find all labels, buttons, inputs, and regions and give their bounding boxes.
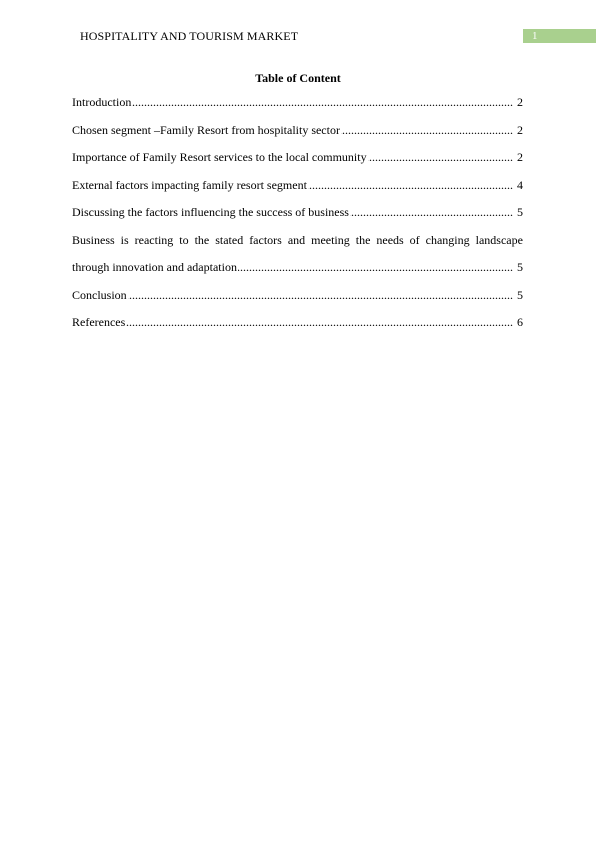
toc-entry-label: Discussing the factors influencing the success of business	[72, 205, 349, 219]
toc-word: is	[120, 233, 129, 247]
toc-word: landscape	[475, 233, 523, 247]
toc-entry-label: Chosen segment –Family Resort from hospitality sector	[72, 123, 340, 137]
leader-dots	[72, 95, 513, 109]
toc-entry-page: 5	[517, 205, 523, 219]
toc-entry-page: 2	[517, 150, 523, 164]
toc-word: the	[355, 233, 371, 247]
toc-entry-page: 6	[517, 315, 523, 329]
toc-entry-label: Conclusion	[72, 288, 127, 302]
toc-entry-business-reacting-line1[interactable]	[72, 233, 523, 247]
toc-entry-page: 4	[517, 178, 523, 192]
toc-word: Business	[72, 233, 115, 247]
toc-entry-label: Introduction	[72, 95, 132, 109]
leader-dots	[72, 288, 513, 302]
toc-title: Table of Content	[255, 71, 341, 85]
toc-entry-references[interactable]	[72, 315, 523, 329]
toc-entry-conclusion[interactable]	[72, 288, 523, 302]
page-header	[0, 29, 596, 43]
toc-word: factors	[249, 233, 282, 247]
toc-entry-page: 2	[517, 95, 523, 109]
header-title: HOSPITALITY AND TOURISM MARKET	[80, 29, 299, 43]
toc-entry-external-factors[interactable]	[72, 178, 523, 192]
toc-entry-page: 5	[517, 288, 523, 302]
toc-word: to	[179, 233, 189, 247]
toc-entry-chosen-segment[interactable]	[72, 123, 523, 137]
toc-word: needs	[376, 233, 404, 247]
toc-entry-introduction[interactable]	[72, 95, 523, 109]
toc-entry-label: through innovation and adaptation	[72, 260, 237, 274]
leader-dots	[72, 315, 513, 329]
toc-word: of	[409, 233, 420, 247]
toc-word: meeting	[311, 233, 350, 247]
toc-entry-page: 5	[517, 260, 523, 274]
toc-entry-label: External factors impacting family resort segment	[72, 178, 307, 192]
toc-word: and	[287, 233, 306, 247]
toc-entry-page: 2	[517, 123, 523, 137]
toc-entry-business-reacting-line2[interactable]	[72, 260, 523, 274]
toc-word: stated	[215, 233, 244, 247]
page-number-badge: 1	[523, 29, 596, 43]
toc-entry-discussing-factors[interactable]	[72, 205, 523, 219]
toc-word: changing	[425, 233, 470, 247]
toc-entry-label	[72, 233, 523, 247]
toc-entry-importance[interactable]	[72, 150, 523, 164]
toc-entry-label: Importance of Family Resort services to the local community	[72, 150, 367, 164]
toc-entry-label: References	[72, 315, 126, 329]
toc-word: reacting	[134, 233, 174, 247]
toc-word: the	[194, 233, 210, 247]
